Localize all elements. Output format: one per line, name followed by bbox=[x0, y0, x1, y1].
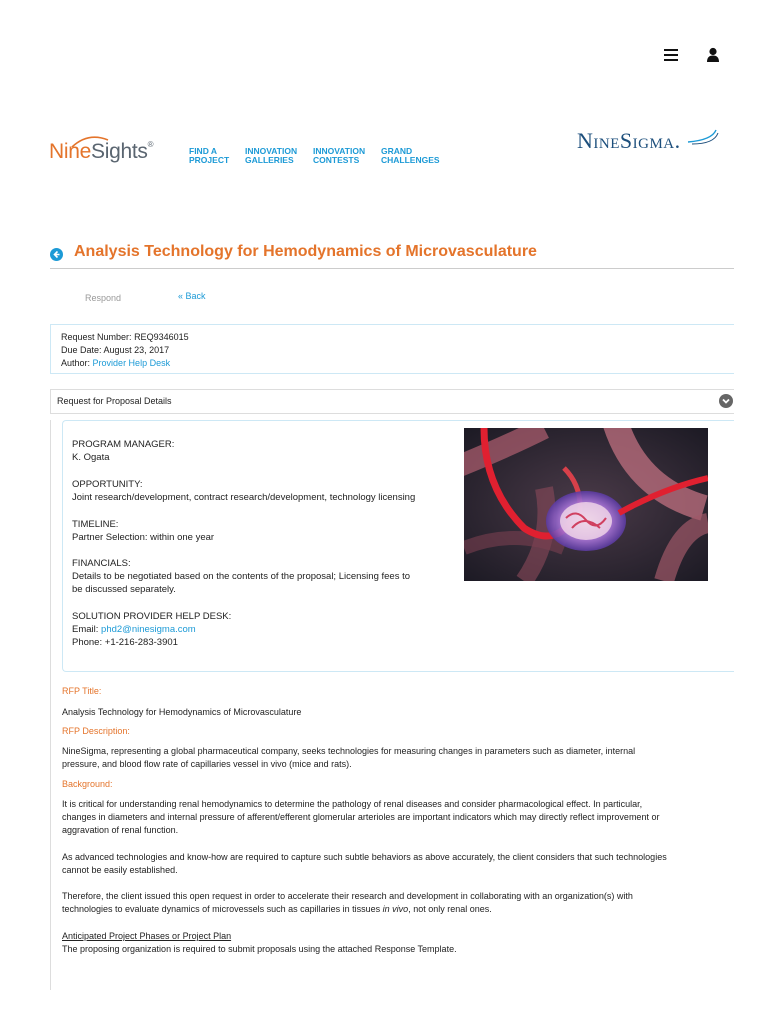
hamburger-menu-icon[interactable] bbox=[664, 49, 678, 61]
logo-swoosh-icon bbox=[686, 124, 720, 146]
nav-innovation-contests[interactable]: INNOVATION CONTESTS bbox=[313, 146, 366, 165]
nav-innovation-galleries[interactable]: INNOVATION GALLERIES bbox=[245, 146, 298, 165]
chevron-down-icon[interactable] bbox=[719, 394, 733, 408]
timeline-section: TIMELINE: Partner Selection: within one year bbox=[72, 519, 215, 543]
respond-button[interactable]: Respond bbox=[85, 293, 122, 303]
panel-left-border bbox=[50, 420, 51, 990]
ninesigma-logo[interactable]: NineSigma. bbox=[577, 128, 681, 153]
author-link[interactable]: Provider Help Desk bbox=[92, 358, 171, 368]
financials-section: FINANCIALS: Details to be negotiated based on the contents of the proposal; Licensing fees to be discussed separately. bbox=[72, 558, 411, 595]
nav-find-a-project[interactable]: FIND A PROJECT bbox=[189, 146, 230, 165]
rfp-description: NineSigma, representing a global pharmaceutical company, seeks technologies for measuring changes in parameters such as diameter, internal pressure, and blood flow rate of capillaries vessel in vivo (mice and rats). bbox=[62, 746, 636, 769]
microvasculature-image bbox=[464, 428, 708, 581]
ninesights-logo[interactable]: NineSights® bbox=[49, 140, 154, 163]
project-plan-heading: Anticipated Project Phases or Project Plan bbox=[62, 931, 232, 941]
background-paragraph-2: As advanced technologies and know-how are required to capture such subtle behaviors as above accurately, the client considers that such technologies cannot be easily established. bbox=[62, 852, 667, 875]
author: Author: Provider Help Desk bbox=[61, 358, 171, 368]
back-link[interactable]: « Back bbox=[178, 291, 206, 301]
background-paragraph-3: Therefore, the client issued this open request in order to accelerate their research and development in collaborating with an organization(s) with technologies to evaluate dynamics of microvessels such as capillaries in tissues in vivo, not only renal ones. bbox=[62, 891, 633, 914]
user-icon[interactable] bbox=[706, 47, 720, 63]
request-number: Request Number: REQ9346015 bbox=[61, 332, 189, 342]
help-desk-section: SOLUTION PROVIDER HELP DESK: Email: phd2@ninesigma.com Phone: +1-216-283-3901 bbox=[72, 611, 232, 648]
background-label: Background: bbox=[62, 779, 113, 789]
due-date: Due Date: August 23, 2017 bbox=[61, 345, 170, 355]
rfp-title-value: Analysis Technology for Hemodynamics of Microvasculature bbox=[62, 707, 302, 717]
project-plan-text: The proposing organization is required to submit proposals using the attached Response Template. bbox=[62, 944, 457, 954]
back-arrow-icon[interactable] bbox=[50, 248, 63, 261]
opportunity-section: OPPORTUNITY: Joint research/development, contract research/development, technology licensing bbox=[72, 479, 416, 503]
nav-grand-challenges[interactable]: GRAND CHALLENGES bbox=[381, 146, 440, 165]
rfp-description-label: RFP Description: bbox=[62, 726, 130, 736]
program-manager-section: PROGRAM MANAGER: K. Ogata bbox=[72, 439, 175, 463]
background-paragraph-1: It is critical for understanding renal hemodynamics to determine the pathology of renal diseases and consider pharmacological effect. In particular, changes in diameters and internal pressure of afferent/efferent glomerular arterioles are important indicators which may directly reflect improvement or aggravation of renal function. bbox=[62, 799, 660, 835]
details-panel-title: Request for Proposal Details bbox=[57, 396, 172, 406]
rfp-title-label: RFP Title: bbox=[62, 686, 102, 696]
email-link[interactable]: phd2@ninesigma.com bbox=[101, 624, 196, 635]
page-title: Analysis Technology for Hemodynamics of Microvasculature bbox=[74, 243, 537, 260]
title-divider bbox=[50, 268, 734, 269]
